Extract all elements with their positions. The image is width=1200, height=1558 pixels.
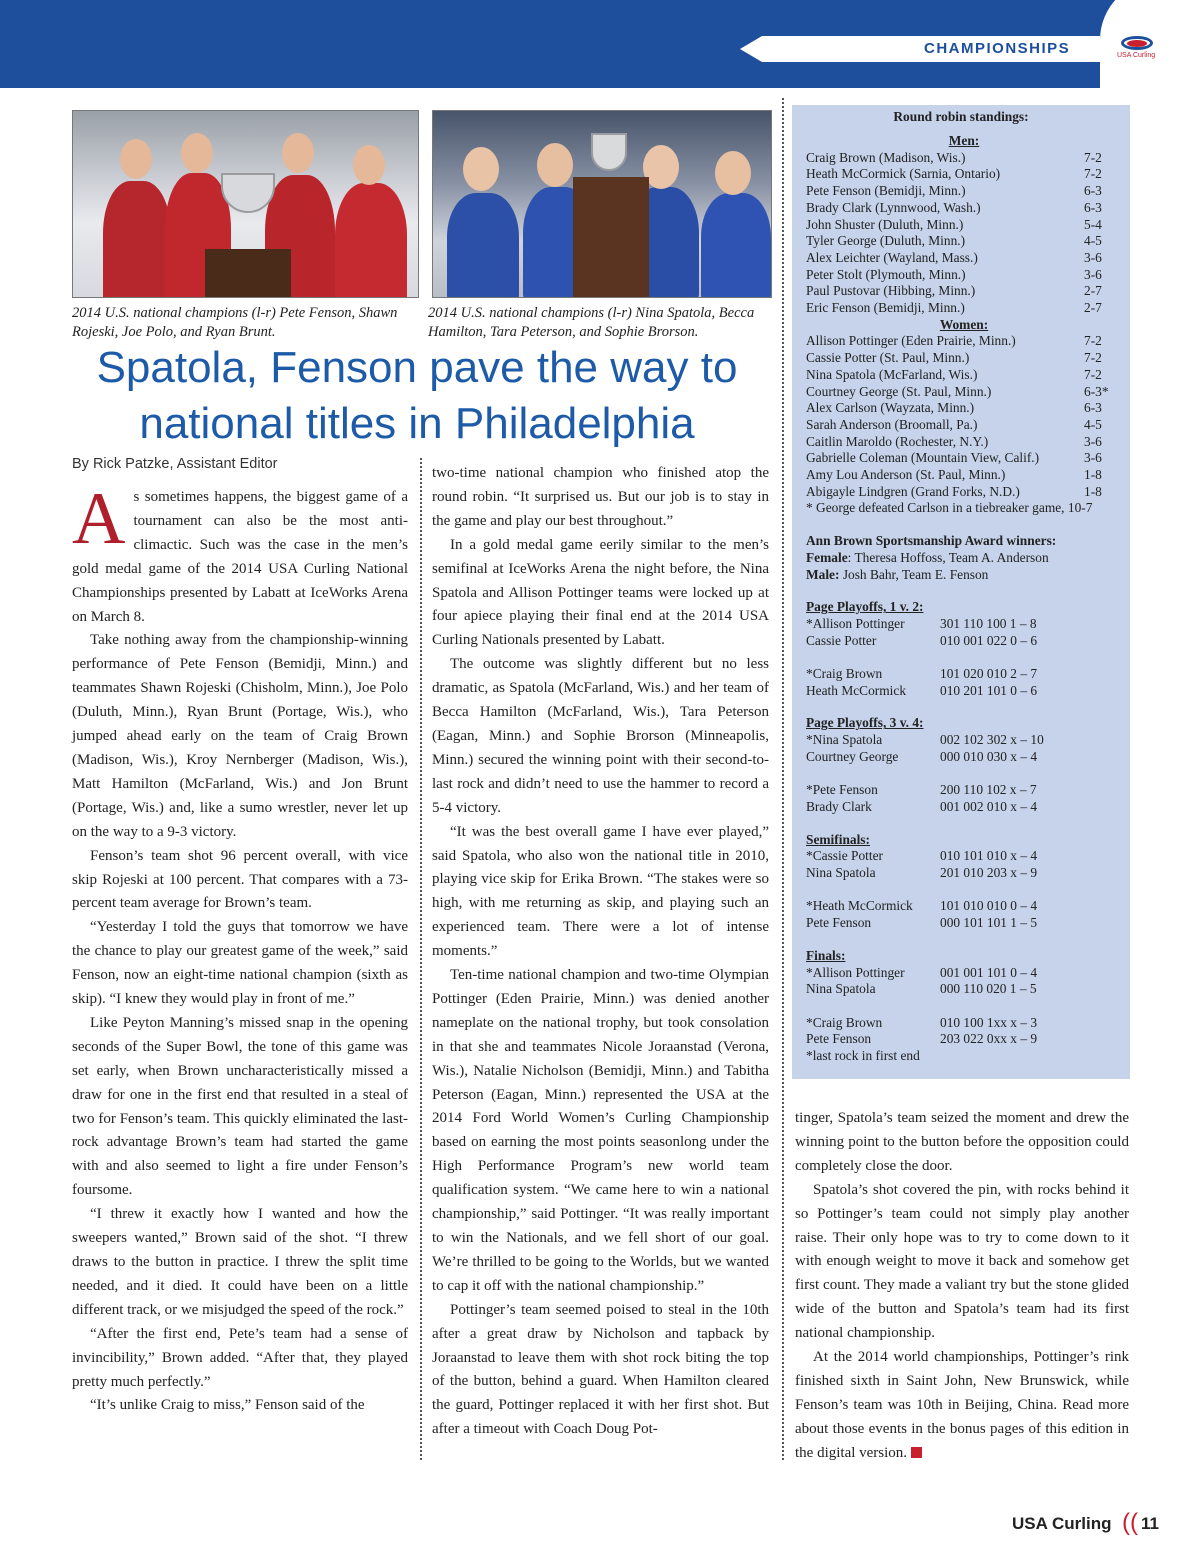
standings-row — [806, 367, 1122, 384]
team-name: Nina Spatola — [806, 981, 876, 997]
team-record: 4-5 — [1084, 233, 1102, 249]
standings-row — [806, 300, 1122, 317]
score-row — [806, 865, 1122, 882]
team-name: Gabrielle Coleman (Mountain View, Calif.) — [806, 450, 1040, 466]
team-record: 3-6 — [1084, 266, 1102, 282]
team-name: Courtney George (St. Paul, Minn.) — [806, 383, 992, 399]
finals-title: Finals: — [806, 947, 846, 963]
score-row — [806, 1031, 1122, 1048]
team-name: *Cassie Potter — [806, 848, 883, 864]
article-headline: Spatola, Fenson pave the way to national titles in Philadelphia — [96, 343, 738, 448]
linescore: 010 001 022 0 – 6 — [940, 632, 1038, 648]
article-paragraph: Take nothing away from the championship-winning performance of Pete Fenson (Bemidji, Minn.) and teammates Shawn Rojeski (Chisholm, Minn.), Joe Polo (Duluth, Minn.), Ryan Brunt (Portage, Wis.), who jumped ahead early on the team of Craig Brown (Madison, Wis.), Kroy Nernberger (Madison, Wis.), Matt Hamilton (McFarland, Wis.) and Jon Brunt (Portage, Wis.) and, like a sumo wrestler, never let up on the way to a 9-3 victory. — [72, 632, 408, 840]
team-name: Sarah Anderson (Broomall, Pa.) — [806, 416, 978, 432]
linescore: 010 101 010 x – 4 — [940, 848, 1038, 864]
team-record: 2-7 — [1084, 300, 1102, 316]
article-paragraph: The outcome was slightly different but no less dramatic, as Spatola (McFarland, Wis.) and her team of Becca Hamilton (McFarland, Wis.), Tara Peterson (Eagan, Minn.) and Sophie Brorson (Minneapolis, Minn.) secured the winning point with their second-to-last rock and didn’t need to use the hammer to record a 5-4 victory. — [432, 656, 769, 816]
team-name: John Shuster (Duluth, Minn.) — [806, 216, 964, 232]
standings-list — [806, 133, 1122, 1065]
team-record: 6-3* — [1084, 383, 1109, 399]
article-paragraph: “I threw it exactly how I wanted and how the sweepers wanted,” Brown said of the shot. “I threw draws to the button in practice. I threw the split time needed, and it died. It could have been on a little different track, or we misjudged the speed of the rock.” — [72, 1206, 408, 1318]
team-name: *Pete Fenson — [806, 782, 878, 798]
linescore: 200 110 102 x – 7 — [940, 782, 1037, 798]
tiebreak-note: * George defeated Carlson in a tiebreaker game, 10-7 — [806, 500, 1093, 516]
playoffs-3v4-title: Page Playoffs, 3 v. 4: — [806, 715, 924, 731]
logo-stone-icon — [1127, 40, 1147, 47]
team-name: Heath McCormick (Sarnia, Ontario) — [806, 166, 1001, 182]
linescore: 301 110 100 1 – 8 — [940, 615, 1037, 631]
score-row — [806, 799, 1122, 816]
score-row — [806, 915, 1122, 932]
standings-row — [806, 484, 1122, 501]
article-paragraph: Fenson’s team shot 96 percent overall, with vice skip Rojeski at 100 percent. That compares with a 73-percent team average for Brown’s team. — [72, 847, 408, 912]
team-record: 6-3 — [1084, 199, 1102, 215]
team-record: 3-6 — [1084, 249, 1102, 265]
womens-photo-caption: 2014 U.S. national champions (l-r) Nina Spatola, Becca Hamilton, Tara Peterson, and Sophie Brorson. — [428, 305, 755, 340]
team-name: Cassie Potter (St. Paul, Minn.) — [806, 350, 970, 366]
linescore: 203 022 0xx x – 9 — [940, 1031, 1038, 1047]
team-name: Paul Pustovar (Hibbing, Minn.) — [806, 283, 976, 299]
logo-text: USA Curling — [1117, 52, 1156, 59]
linescore: 000 010 030 x – 4 — [940, 748, 1038, 764]
team-name: Pete Fenson — [806, 1031, 872, 1047]
linescore: 201 010 203 x – 9 — [940, 865, 1038, 881]
men-heading: Men: — [948, 133, 980, 148]
team-name: Eric Fenson (Bemidji, Minn.) — [806, 300, 965, 316]
score-row — [806, 683, 1122, 700]
team-record: 7-2 — [1084, 166, 1102, 182]
section-label: CHAMPIONSHIPS — [924, 40, 1071, 57]
linescore: 101 020 010 2 – 7 — [940, 666, 1038, 682]
team-name: *Nina Spatola — [806, 732, 883, 748]
score-row — [806, 782, 1122, 799]
standings-row — [806, 200, 1122, 217]
standings-title: Round robin standings: — [893, 109, 1029, 124]
team-record: 3-6 — [1084, 433, 1102, 449]
standings-row — [806, 267, 1122, 284]
team-name: Craig Brown (Madison, Wis.) — [806, 149, 966, 165]
linescore: 010 100 1xx x – 3 — [940, 1014, 1038, 1030]
standings-row — [806, 166, 1122, 183]
usa-curling-logo — [1117, 36, 1159, 62]
article-paragraph: “Yesterday I told the guys that tomorrow we have the chance to play our greatest game of the week,” said Fenson, now an eight-time national champion (sixth as skip). “I knew they would play in front of me.” — [72, 919, 408, 1008]
standings-sidebar — [792, 105, 1130, 1079]
team-name: Caitlin Maroldo (Rochester, N.Y.) — [806, 433, 989, 449]
team-name: Pete Fenson (Bemidji, Minn.) — [806, 183, 966, 199]
team-name: *Craig Brown — [806, 666, 883, 682]
article-paragraph: “It’s unlike Craig to miss,” Fenson said of the — [90, 1397, 365, 1414]
standings-row — [806, 283, 1122, 300]
team-name: Allison Pottinger (Eden Prairie, Minn.) — [806, 333, 1016, 349]
last-rock-note: *last rock in first end — [806, 1048, 920, 1064]
team-record: 4-5 — [1084, 416, 1102, 432]
article-byline: By Rick Patzke, Assistant Editor — [72, 456, 278, 472]
standings-row — [806, 183, 1122, 200]
team-name: Brady Clark — [806, 798, 872, 814]
score-row — [806, 732, 1122, 749]
team-name: Pete Fenson — [806, 915, 872, 931]
score-row — [806, 848, 1122, 865]
team-name: Tyler George (Duluth, Minn.) — [806, 233, 966, 249]
standings-row — [806, 417, 1122, 434]
team-record: 7-2 — [1084, 366, 1102, 382]
score-row — [806, 749, 1122, 766]
team-name: Cassie Potter — [806, 632, 877, 648]
team-name: Brady Clark (Lynnwood, Wash.) — [806, 199, 981, 215]
linescore: 000 101 101 1 – 5 — [940, 915, 1038, 931]
standings-row — [806, 384, 1122, 401]
team-name: Alex Carlson (Wayzata, Minn.) — [806, 400, 975, 416]
team-name: Heath McCormick — [806, 682, 907, 698]
article-paragraph: Pottinger’s team seemed poised to steal in the 10th after a great draw by Nicholson and tapback by Joraanstad to leave them with shot rock biting the top of the button, behind a guard. When Hamilton cleared the guard, Pottinger replaced it with her first shot. But after a timeout with Coach Doug Pot- — [432, 1301, 769, 1438]
drop-cap: A — [72, 478, 126, 560]
score-row — [806, 981, 1122, 998]
team-name: *Heath McCormick — [806, 898, 913, 914]
team-record: 6-3 — [1084, 400, 1102, 416]
semifinals-title: Semifinals: — [806, 831, 870, 847]
mens-team-photo — [72, 110, 419, 298]
team-name: Nina Spatola — [806, 865, 876, 881]
article-paragraph: “After the first end, Pete’s team had a sense of invincibility,” Brown added. “After that, they played pretty much perfectly.” — [72, 1325, 408, 1390]
team-record: 7-2 — [1084, 149, 1102, 165]
standings-row — [806, 250, 1122, 267]
team-name: Abigayle Lindgren (Grand Forks, N.D.) — [806, 483, 1020, 499]
score-row — [806, 1015, 1122, 1032]
male-award: Male: Josh Bahr, Team E. Fenson — [806, 566, 989, 582]
team-name: *Allison Pottinger — [806, 964, 905, 980]
score-row — [806, 633, 1122, 650]
score-row — [806, 965, 1122, 982]
score-row — [806, 898, 1122, 915]
women-heading: Women: — [939, 316, 989, 332]
linescore: 001 001 101 0 – 4 — [940, 964, 1038, 980]
team-name: Alex Leichter (Wayland, Mass.) — [806, 249, 978, 265]
mens-photo-caption: 2014 U.S. national champions (l-r) Pete Fenson, Shawn Rojeski, Joe Polo, and Ryan Brunt. — [72, 305, 398, 340]
standings-row — [806, 217, 1122, 234]
team-record: 5-4 — [1084, 216, 1102, 232]
article-column-2 — [432, 462, 769, 1442]
linescore: 010 201 101 0 – 6 — [940, 682, 1038, 698]
standings-row — [806, 450, 1122, 467]
standings-row — [806, 150, 1122, 167]
team-name: *Allison Pottinger — [806, 615, 905, 631]
article-paragraph: “It was the best overall game I have ever played,” said Spatola, who also won the national title in 2010, playing vice skip for Erika Brown. “The stakes were so high, with me returning as skip, and playing such an experienced team. There were a lot of intense moments.” — [432, 823, 769, 960]
team-record: 6-3 — [1084, 183, 1102, 199]
score-row — [806, 666, 1122, 683]
article-paragraph: Like Peyton Manning’s missed snap in the opening seconds of the Super Bowl, the tone of this game was set early, when Brown uncharacteristically missed a draw for one in the first end that resulted in a steal of two for Fenson’s team. This quickly eliminated the last-rock advantage Brown’s team had started the game with and also seemed to light a fire under Fenson’s foursome. — [72, 1014, 408, 1199]
team-name: *Craig Brown — [806, 1014, 883, 1030]
column-divider — [782, 98, 784, 1460]
team-record: 7-2 — [1084, 333, 1102, 349]
article-paragraph: At the 2014 world championships, Pottinger’s rink finished sixth in Saint John, New Brunswick, while Fenson’s team was 10th in Beijing, China. Read more about those events in the bonus pages of this edition in the digital version. — [795, 1349, 1129, 1461]
team-name: Peter Stolt (Plymouth, Minn.) — [806, 266, 966, 282]
standings-row — [806, 233, 1122, 250]
article-paragraph: As sometimes happens, the biggest game of a tournament can also be the most anti-climactic. Such was the case in the men’s gold medal game of the 2014 USA Curling National Championships presented by Labatt at IceWorks Arena on March 8. — [72, 478, 408, 625]
standings-row — [806, 434, 1122, 451]
article-paragraph: In a gold medal game eerily similar to the men’s semifinal at IceWorks Arena the night before, the Nina Spatola and Allison Pottinger teams were locked up at four apiece playing their final end at the 2014 USA Curling Nationals presented by Labatt. — [432, 536, 769, 649]
standings-row — [806, 350, 1122, 367]
article-paragraph: tinger, Spatola’s team seized the moment and drew the winning point to the button before the opposition could completely close the door. — [795, 1110, 1129, 1174]
womens-team-photo — [432, 110, 772, 298]
footer-paren-icon: (( — [1122, 1509, 1138, 1536]
linescore: 001 002 010 x – 4 — [940, 798, 1038, 814]
team-record: 3-6 — [1084, 450, 1102, 466]
team-record: 1-8 — [1084, 483, 1102, 499]
end-mark-icon — [911, 1447, 922, 1458]
playoffs-1v2-title: Page Playoffs, 1 v. 2: — [806, 599, 924, 615]
team-record: 7-2 — [1084, 350, 1102, 366]
page-number: 11 — [1141, 1514, 1159, 1533]
standings-row — [806, 333, 1122, 350]
team-name: Nina Spatola (McFarland, Wis.) — [806, 366, 978, 382]
team-name: Courtney George — [806, 748, 899, 764]
standings-row — [806, 400, 1122, 417]
score-row — [806, 616, 1122, 633]
column-divider — [420, 458, 422, 1460]
footer-magazine-name: USA Curling — [1012, 1514, 1112, 1533]
team-record: 2-7 — [1084, 283, 1102, 299]
standings-row — [806, 467, 1122, 484]
article-column-1 — [72, 478, 408, 1418]
article-paragraph: Spatola’s shot covered the pin, with rocks behind it so Pottinger’s team could not simply play another raise. Their only hope was to try to come down to it with enough weight to move it back and somehow get first count. They made a valiant try but the stone glided wide of the button and Spatola’s team had its first national championship. — [795, 1181, 1129, 1342]
team-record: 1-8 — [1084, 467, 1102, 483]
award-title: Ann Brown Sportsmanship Award winners: — [806, 533, 1057, 549]
article-paragraph: Ten-time national champion and two-time Olympian Pottinger (Eden Prairie, Minn.) was denied another nameplate on the national trophy, but took consolation in that she and teammates Nicole Joraanstad (Verona, Wis.), Natalie Nicholson (Bemidji, Minn.) and Tabitha Peterson (Eagan, Minn.) represented the USA at the 2014 Ford World Women’s Curling Championship based on earning the most points seasonlong under the High Performance Program’s new world team qualification system. “We came here to win a national championship,” said Pottinger. “It was really important to win the Nationals, and we fell short of our goal. We’re thrilled to be going to the Worlds, but we wanted to cap it off with the national championship.” — [432, 967, 769, 1294]
article-paragraph: two-time national champion who finished atop the round robin. “It surprised us. But our job is to stay in the game and play our best throughout.” — [432, 465, 769, 529]
article-column-3 — [795, 1107, 1129, 1466]
female-award: Female: Theresa Hoffoss, Team A. Anderson — [806, 549, 1049, 565]
linescore: 000 110 020 1 – 5 — [940, 981, 1037, 997]
linescore: 002 102 302 x – 10 — [940, 732, 1044, 748]
linescore: 101 010 010 0 – 4 — [940, 898, 1038, 914]
team-name: Amy Lou Anderson (St. Paul, Minn.) — [806, 467, 1006, 483]
